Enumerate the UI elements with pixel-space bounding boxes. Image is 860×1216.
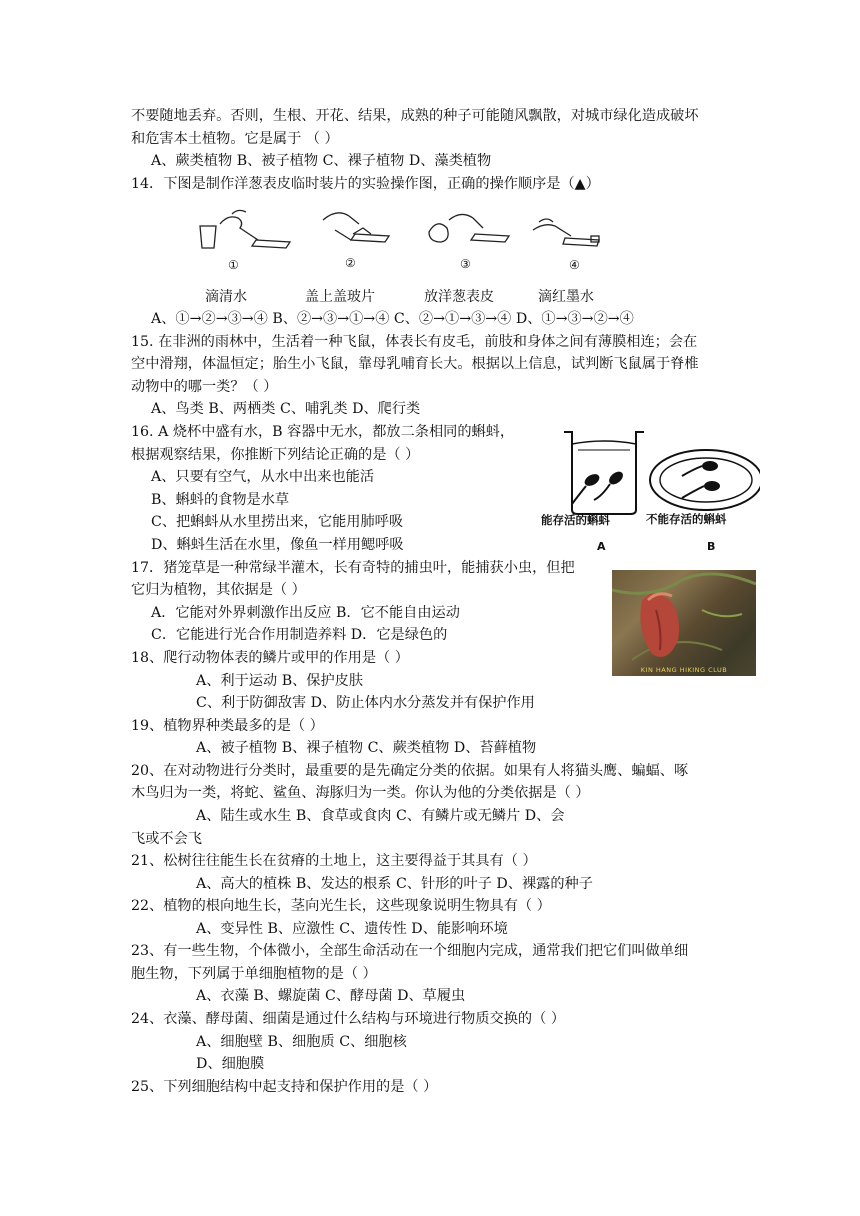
q15-stem-line1: 15. 在非洲的雨林中，生活着一种飞鼠，体表长有皮毛，前肢和身体之间有薄膜相连；会在	[131, 334, 698, 350]
label-a: A	[597, 540, 606, 553]
beaker-b-caption: 不能存活的蝌蚪	[646, 512, 727, 526]
beaker-icon	[564, 432, 644, 514]
q17-stem-line1: 17．猪笼草是一种常绿半灌木，长有奇特的捕虫叶，能捕获小虫，但把	[131, 560, 575, 576]
q18-options-row1: A、利于运动 B、保护皮肤	[196, 673, 364, 689]
step-num-4: ④	[569, 258, 580, 272]
q17-options-row2: C．它能进行光合作用制造养料 D．它是绿色的	[151, 627, 448, 643]
q21-stem: 21、松树往往能生长在贫瘠的土地上，这主要得益于其具有（ ）	[131, 853, 537, 869]
dish-icon	[650, 450, 760, 510]
dropper-water-icon	[200, 210, 290, 248]
onion-peel-icon	[429, 214, 509, 242]
q13-stem-line2: 和危害本土植物。它是属于 （ ）	[131, 131, 339, 147]
step-caption-1: 滴清水	[205, 289, 247, 305]
q19-stem: 19、植物界种类最多的是（ ）	[131, 718, 324, 734]
q14-stem: 14．下图是制作洋葱表皮临时装片的实验操作图，正确的操作顺序是（▲）	[131, 176, 600, 192]
q13-options: A、蕨类植物 B、被子植物 C、裸子植物 D、藻类植物	[151, 153, 492, 169]
step-num-1: ①	[228, 258, 239, 272]
step-caption-2: 盖上盖玻片	[305, 289, 375, 305]
q23-options: A、衣藻 B、螺旋菌 C、酵母菌 D、草履虫	[196, 988, 466, 1004]
step-num-2: ②	[345, 256, 356, 270]
q20-options: A、陆生或水生 B、食草或食肉 C、有鳞片或无鳞片 D、会	[196, 808, 565, 824]
pitcher-plant-photo	[612, 570, 756, 676]
photo-watermark: KIN HANG HIKING CLUB	[640, 666, 728, 674]
tadpole-beaker-figure	[560, 424, 760, 516]
q22-options: A、变异性 B、应激性 C、遗传性 D、能影响环境	[196, 921, 508, 937]
q18-stem: 18、爬行动物体表的鳞片或甲的作用是（ ）	[131, 650, 409, 666]
step-num-3: ③	[460, 257, 471, 271]
q14-options: A、①→②→③→④ B、②→③→①→④ C、②→①→③→④ D、①→③→②→④	[151, 311, 634, 327]
q16-option-c: C、把蝌蚪从水里捞出来，它能用肺呼吸	[151, 514, 404, 530]
q22-stem: 22、植物的根向地生长，茎向光生长，这些现象说明生物具有（ ）	[131, 898, 551, 914]
q24-option-d: D、细胞膜	[196, 1056, 265, 1072]
q20-stem-line1: 20、在对动物进行分类时，最重要的是先确定分类的依据。如果有人将猫头鹰、蝙蝠、啄	[131, 763, 689, 779]
q16-stem-line1: 16. A 烧杯中盛有水，B 容器中无水，都放二条相同的蝌蚪，	[131, 424, 515, 440]
q21-options: A、高大的植株 B、发达的根系 C、针形的叶子 D、裸露的种子	[196, 876, 593, 892]
cover-slip-icon	[323, 213, 389, 242]
q14-operation-figure	[190, 204, 610, 254]
beaker-a-caption: 能存活的蝌蚪	[541, 513, 610, 527]
label-b: B	[707, 540, 716, 553]
q16-stem-line2: 根据观察结果，你推断下列结论正确的是（ ）	[131, 447, 420, 463]
q20-stem-line2: 木鸟归为一类，将蛇、鲨鱼、海豚归为一类。你认为他的分类依据是（ ）	[131, 785, 590, 801]
q24-options: A、细胞壁 B、细胞质 C、细胞核	[196, 1034, 407, 1050]
q17-options-row1: A．它能对外界刺激作出反应 B．它不能自由运动	[151, 605, 460, 621]
q16-option-a: A、只要有空气，从水中出来也能活	[151, 469, 375, 485]
q23-stem-line2: 胞生物，下列属于单细胞植物的是（ ）	[131, 966, 377, 982]
q20-options-wrap: 飞或不会飞	[131, 831, 202, 847]
q19-options: A、被子植物 B、裸子植物 C、蕨类植物 D、苔藓植物	[196, 740, 537, 756]
dropper-ink-icon	[533, 219, 599, 246]
q24-stem: 24、衣藻、酵母菌、细菌是通过什么结构与环境进行物质交换的（ ）	[131, 1011, 566, 1027]
q25-stem: 25、下列细胞结构中起支持和保护作用的是（ ）	[131, 1079, 438, 1095]
q16-option-b: B、蝌蚪的食物是水草	[151, 492, 290, 508]
tadpole-icon	[572, 469, 625, 504]
tadpole-icon	[682, 461, 720, 498]
pitcher-plant-icon	[612, 570, 756, 676]
q15-stem-line3: 动物中的哪一类？（ ）	[131, 379, 278, 395]
q23-stem-line1: 23、有一些生物，个体微小，全部生命活动在一个细胞内完成，通常我们把它们叫做单细	[131, 943, 689, 959]
q13-stem-line1: 不要随地丢弃。否则，生根、开花、结果，成熟的种子可能随风飘散，对城市绿化造成破坏	[131, 108, 699, 124]
q15-options: A、鸟类 B、两栖类 C、哺乳类 D、爬行类	[151, 401, 421, 417]
step-caption-4: 滴红墨水	[538, 289, 594, 305]
q15-stem-line2: 空中滑翔，体温恒定；胎生小飞鼠，靠母乳哺育长大。根据以上信息，试判断飞鼠属于脊椎	[131, 356, 699, 372]
q16-option-d: D、蝌蚪生活在水里，像鱼一样用鳃呼吸	[151, 537, 404, 553]
q17-stem-line2: 它归为植物，其依据是（ ）	[131, 582, 306, 598]
step-caption-3: 放洋葱表皮	[424, 289, 494, 305]
q18-options-row2: C、利于防御敌害 D、防止体内水分蒸发并有保护作用	[196, 695, 535, 711]
